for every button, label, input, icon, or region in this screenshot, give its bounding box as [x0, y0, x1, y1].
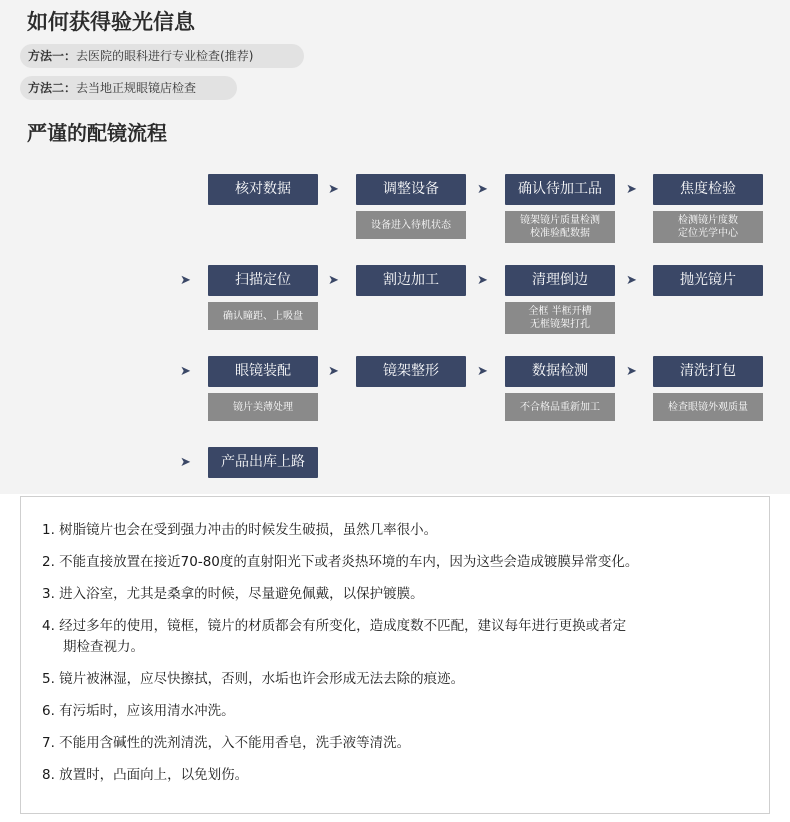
method-one-badge [20, 44, 304, 68]
flow-step-note-line: 无框镜架打孔 [530, 319, 590, 330]
arrow-right-icon: ➤ [626, 273, 637, 288]
care-tip-line: 期检查视力。 [63, 639, 144, 655]
flow-step: 眼镜装配 [208, 356, 318, 387]
process-title: 严谨的配镜流程 [27, 121, 167, 145]
flow-step-note-line: 不合格品重新加工 [520, 401, 600, 413]
care-tips-box [20, 496, 770, 814]
flow-step: 清理倒边 [505, 265, 615, 296]
flow-step-note-line: 检查眼镜外观质量 [668, 401, 748, 413]
flow-step: 确认待加工品 [505, 174, 615, 205]
arrow-right-icon: ➤ [328, 273, 339, 288]
flow-step-note [356, 211, 466, 239]
arrow-right-icon: ➤ [626, 364, 637, 379]
care-tip-item [42, 701, 742, 722]
care-tip-line: 1. 树脂镜片也会在受到强力冲击的时候发生破损，虽然几率很小。 [42, 522, 438, 538]
flow-step: 割边加工 [356, 265, 466, 296]
method-two-badge [20, 76, 237, 100]
flow-step: 清洗打包 [653, 356, 763, 387]
arrow-right-icon: ➤ [477, 182, 488, 197]
care-tip-item [42, 520, 742, 541]
flow-step-note-line: 镜片美薄处理 [233, 401, 293, 413]
flow-step-note [208, 393, 318, 421]
care-tip-item [42, 669, 742, 690]
care-tip-line: 2. 不能直接放置在接近70-80度的直射阳光下或者炎热环境的车内，因为这些会造成镀膜异常变化。 [42, 554, 639, 570]
flow-step-note [505, 393, 615, 421]
care-tip-item [42, 765, 742, 786]
care-tip-line: 6. 有污垢时，应该用清水冲洗。 [42, 703, 235, 719]
care-tip-item [42, 584, 742, 605]
flow-step: 焦度检验 [653, 174, 763, 205]
care-tip-item [42, 552, 742, 573]
arrow-right-icon: ➤ [328, 182, 339, 197]
care-tip-item [42, 733, 742, 754]
flow-step-note [505, 211, 615, 243]
flow-step-note [505, 302, 615, 334]
flow-step-note-line: 校准验配数据 [530, 228, 590, 239]
arrow-right-icon: ➤ [180, 364, 191, 379]
care-tip-line: 4. 经过多年的使用，镜框，镜片的材质都会有所变化，造成度数不匹配，建议每年进行更换或者定 [42, 618, 627, 634]
flow-step-note-line: 确认瞳距、上吸盘 [223, 310, 303, 322]
flow-step: 镜架整形 [356, 356, 466, 387]
method-two-text: 去当地正规眼镜店检查 [76, 81, 197, 95]
page-title: 如何获得验光信息 [27, 10, 195, 34]
flow-step: 数据检测 [505, 356, 615, 387]
method-one-label: 方法一： [28, 49, 77, 63]
care-tip-item [42, 616, 742, 658]
arrow-right-icon: ➤ [477, 364, 488, 379]
method-one-text: 去医院的眼科进行专业检查(推荐) [76, 49, 254, 63]
flow-step: 抛光镜片 [653, 265, 763, 296]
flow-step-note-line: 检测镜片度数 [678, 215, 738, 226]
flow-step-note-line: 设备进入待机状态 [371, 219, 451, 231]
arrow-right-icon: ➤ [180, 273, 191, 288]
method-two-label: 方法二： [28, 81, 77, 95]
arrow-right-icon: ➤ [328, 364, 339, 379]
flow-step-note-line: 镜架镜片质量检测 [520, 215, 600, 226]
flow-step-note [208, 302, 318, 330]
flow-step: 产品出库上路 [208, 447, 318, 478]
flow-step: 核对数据 [208, 174, 318, 205]
flow-step-note [653, 393, 763, 421]
care-tip-line: 7. 不能用含碱性的洗剂清洗，入不能用香皂，洗手液等清洗。 [42, 735, 411, 751]
flow-step-note-line: 全框 半框开槽 [528, 306, 592, 317]
flow-step-note-line: 定位光学中心 [678, 228, 738, 239]
flow-step: 扫描定位 [208, 265, 318, 296]
arrow-right-icon: ➤ [180, 455, 191, 470]
flow-step-note [653, 211, 763, 243]
arrow-right-icon: ➤ [626, 182, 637, 197]
care-tip-line: 8. 放置时，凸面向上，以免划伤。 [42, 767, 249, 783]
care-tip-line: 5. 镜片被淋湿，应尽快擦拭，否则，水垢也许会形成无法去除的痕迹。 [42, 671, 465, 687]
arrow-right-icon: ➤ [477, 273, 488, 288]
care-tip-line: 3. 进入浴室，尤其是桑拿的时候，尽量避免佩戴，以保护镀膜。 [42, 586, 424, 602]
flow-step: 调整设备 [356, 174, 466, 205]
